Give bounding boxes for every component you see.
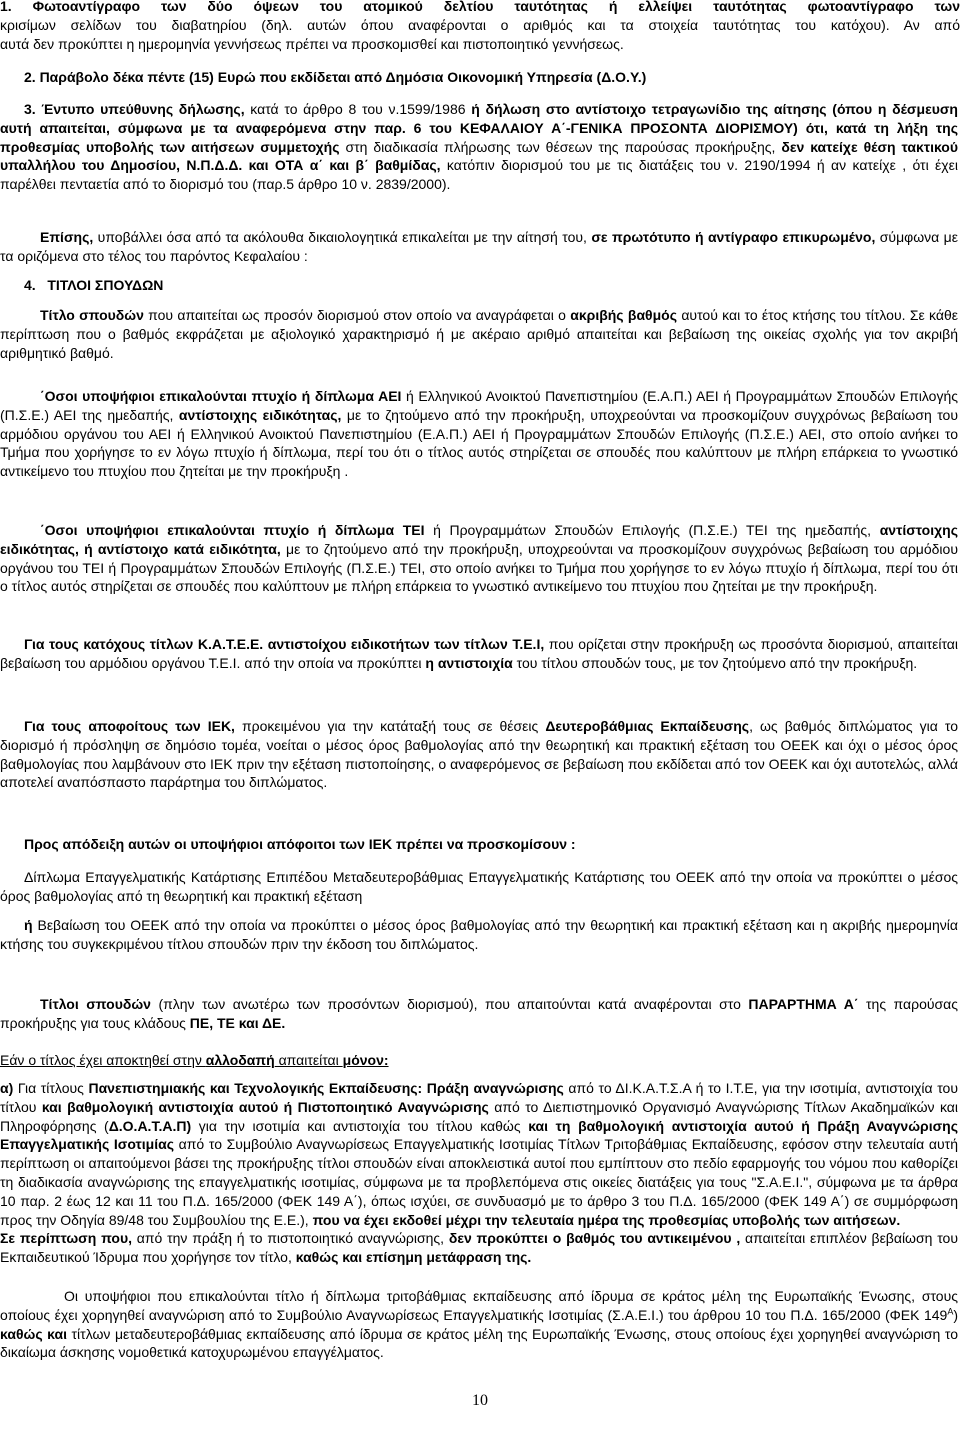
tei-paragraph: ΄Οσοι υποψήφιοι επικαλούνται πτυχίο ή δίπλωμα ΤΕΙ ή Προγραμμάτων Σπουδών Επιλογής (Π.Σ.Ε.) ΤΕΙ της ημεδαπής, αντίστοιχης ειδικότητας, ή αντίστοιχο κατά ειδικότητα, με το ζητούμενο από την προκήρυξη, υποχρεούνται να προσκομίζουν συγχρόνως βεβαίωση του αρμόδιου οργάνου του ΤΕΙ ή Προγραμμάτων Σπουδών Επιλογής (Π.Σ.Ε.) ΤΕΙ, στο οποίο ανήκει το Τμήμα που χορήγησε το εν λόγω πτυχίο ή δίπλωμα, περί του ότι ο τίτλος αυτός στηρίζεται σε σπουδές που καλύπτουν με πλήρη επάρκεια το γνωστικό αντικείμενο του πτυχίου που ζητείται με την προκήρυξη. — [0, 522, 958, 595]
foreign-degree-paragraph-a: α) Για τίτλους Πανεπιστημιακής και Τεχνολογικής Εκπαίδευσης: Πράξη αναγνώρισης από το ΔΙ.Κ.Α.Τ.Σ.Α ή το Ι.Τ.Ε, για την ισοτιμία, αντιστοιχία του τίτλου και βαθμολογική αντιστοιχία αυτού ή Πιστοποιητικό Αναγνώρισης από το Διεπιστημονικό Οργανισμό Αναγνώρισης Τίτλων Ακαδημαϊκών και Πληροφόρησης (Δ.Ο.Α.Τ.Α.Π) για την ισοτιμία και αντιστοιχία του τίτλου καθώς και τη βαθμολογική αντιστοιχία αυτού ή Πράξη Αναγνώρισης Επαγγελματικής Ισοτιμίας από το Συμβούλιο Αναγνωρίσεως Επαγγελματικής Ισοτιμίας Τίτλων Τριτοβάθμιας Εκπαίδευσης, εφόσον στην τελευταία αυτή περίπτωση οι απαιτούμενοι βάσει της προκήρυξης τίτλοι σπουδών είναι αποκλειστικά αυτοί που εμπίπτουν στο πεδίο εφαρμογής του νόμου που καθορίζει τη διαδικασία αναγνώρισης της επαγγελματικής ισοτιμίας, σύμφωνα με τα προβλεπόμενα στις οικείες διατάξεις για τους "Σ.Α.Ε.Ι.", σύμφωνα με τα άρθρα 10 παρ. 2 έως 12 και 11 του Π.Δ. 165/2000 (ΦΕΚ 149 Α΄), όπως ισχύει, σε συνδυασμό με το άρθρο 3 του Π.Δ. 165/2000 (ΦΕΚ 149 Α΄) σε συμμόρφωση προς την Οδηγία 89/48 του Συμβουλίου της Ε.Ε.), που να έχει εκδοθεί μέχρι την τελευταία ημέρα της προθεσμίας υποβολής των αιτήσεων. Σε περίπτωση που, από την πράξη ή το πιστοποιητικό αναγνώρισης, δεν προκύπτει ο βαθμός του αντικειμένου , απαιτείται επιπλέον βεβαίωση του Εκπαιδευτικού Ίδρυμα που χορήγησε τον τίτλο, καθώς και επίσημη μετάφραση της. — [0, 1080, 958, 1266]
item-1-line-1: 1. Φωτοαντίγραφο των δύο όψεων του ατομικού δελτίου ταυτότητας ή ελλείψει ταυτότητας φωτοαντίγραφο των — [0, 0, 960, 14]
eu-degree-paragraph: Οι υποψήφιοι που επικαλούνται τίτλο ή δίπλωμα τριτοβάθμιας εκπαίδευσης από ίδρυμα σε κράτος μέλη της Ευρωπαϊκής Ένωσης, στους οποίους έχει χορηγηθεί αναγνώριση από το Συμβούλιο Αναγνωρίσεως Επαγγελματικής Ισοτιμίας (Σ.Α.Ε.Ι.) του άρθρου 10 του Π.Δ. 165/2000 (ΦΕΚ $149^A$) καθώς και τίτλων μεταδευτεροβάθμιας εκπαίδευσης από ίδρυμα σε κράτος μέλη της Ευρωπαϊκής Ένωσης, στους οποίους έχει χορηγηθεί αναγνώριση το δικαίωμα άσκησης νομοθετικά κατοχυρωμένου επαγγέλματος. — [0, 1288, 958, 1361]
superscript: Α — [947, 1306, 954, 1317]
also-paragraph: Επίσης, υποβάλλει όσα από τα ακόλουθα δικαιολογητικά επικαλείται με την αίτησή του, σε πρωτότυπο ή αντίγραφο επικυρωμένο, σύμφωνα με τα οριζόμενα στο τέλος του παρόντος Κεφαλαίου : — [0, 229, 958, 264]
iek-proof-heading: Προς απόδειξη αυτών οι υποψήφιοι απόφοιτοι των ΙΕΚ πρέπει να προσκομίσουν : — [24, 836, 576, 852]
katee-paragraph: Για τους κατόχους τίτλων Κ.Α.Τ.Ε.Ε. αντιστοίχου ειδικοτήτων των τίτλων Τ.Ε.Ι, που ορίζεται στην προκήρυξη ως προσόντα διορισμού, απαιτείται βεβαίωση του αρμόδιου οργάνου Τ.Ε.Ι. από την οποία να προκύπτει η αντιστοιχία του τίτλου σπουδών τους, με τον ζητούμενο από την προκήρυξη. — [0, 636, 958, 671]
iek-paragraph: Για τους αποφοίτους των ΙΕΚ, προκειμένου για την κατάταξή τους σε θέσεις Δευτεροβάθμιας Εκπαίδευσης, ως βαθμός διπλώματος για το διορισμό ή πρόσληψη σε δημόσιο τομέα, νοείται ο μέσος όρος βαθμολογίας από την θεωρητική και πρακτική εξέταση του ΟΕΕΚ και όχι ο μέσος όρος βαθμολογίας που λαμβάνουν στο ΙΕΚ πριν την εξέταση πιστοποίησης, ο αναφερόμενος σε βεβαίωση που εκδίδεται από τον ΟΕΕΚ και όχι αυτοτελώς, αλλά αποτελεί αναπόσπαστο παράρτημα του διπλώματος. — [0, 718, 958, 791]
certificate-paragraph: ή Βεβαίωση του ΟΕΕΚ από την οποία να προκύπτει ο μέσος όρος βαθμολογίας από την θεωρητική και πρακτική εξέταση και η ακριβής ημερομηνία κτήσης του συγκεκριμένου τίτλου σπουδών πριν την έκδοση του διπλώματος. — [0, 917, 958, 952]
item-2: 2. Παράβολο δέκα πέντε (15) Ευρώ που εκδίδεται από Δημόσια Οικονομική Υπηρεσία (Δ.Ο.Υ.) — [24, 69, 647, 85]
degree-paragraph: Τίτλο σπουδών που απαιτείται ως προσόν διορισμού στον οποίο να αναγράφεται ο ακριβής βαθμός αυτού και το έτος κτήσης του τίτλου. Σε κάθε περίπτωση που ο βαθμός εκφράζεται με αξιολογικό χαρακτηρισμό ή με ακέραιο αριθμό απαιτείται και βεβαίωση της οικείας σχολής για τον ακριβή αριθμητικό βαθμό. — [0, 307, 958, 361]
foreign-degree-heading: Εάν ο τίτλος έχει αποκτηθεί στην αλλοδαπή απαιτείται μόνον: — [0, 1052, 389, 1068]
item-1-line-3: αυτά δεν προκύπτει η ημερομηνία γεννήσεως πρέπει να προσκομισθεί και πιστοποιητικό γεννήσεως. — [0, 35, 624, 52]
item-1 — [0, 0, 960, 53]
section-4-heading: 4. ΤΙΤΛΟΙ ΣΠΟΥΔΩΝ — [24, 277, 164, 293]
aei-paragraph: ΄Οσοι υποψήφιοι επικαλούνται πτυχίο ή δίπλωμα ΑΕΙ ή Ελληνικού Ανοικτού Πανεπιστημίου (Ε.Α.Π.) ΑΕΙ ή Προγραμμάτων Σπουδών Επιλογής (Π.Σ.Ε.) ΑΕΙ της ημεδαπής, αντίστοιχης ειδικότητας, με το ζητούμενο από την προκήρυξη, υποχρεούνται να προσκομίζουν συγχρόνως βεβαίωση του αρμόδιου οργάνου του ΑΕΙ ή Ελληνικού Ανοικτού Πανεπιστημίου (Ε.Α.Π.) ΑΕΙ ή Προγραμμάτων Σπουδών Επιλογής (Π.Σ.Ε.) ΑΕΙ, στο οποίο ανήκει το Τμήμα που χορήγησε το εν λόγω πτυχίο ή δίπλωμα, περί του ότι ο τίτλος αυτός στηρίζεται σε σπουδές που καλύπτουν με πλήρη επάρκεια το γνωστικό αντικείμενο του πτυχίου που ζητείται με την προκήρυξη . — [0, 388, 959, 480]
item-1-line-2: κρισίμων σελίδων του διαβατηρίου (δηλ. αυτών όπου αναφέρονται ο αριθμός και τα στοιχεία ταυτότητας του κατόχου). Αν από — [0, 16, 960, 33]
page-number: 10 — [472, 1392, 488, 1409]
titles-paragraph: Τίτλοι σπουδών (πλην των ανωτέρω των προσόντων διορισμού), που απαιτούνται κατά αναφέρονται στο ΠΑΡΑΡΤΗΜΑ Α΄ της παρούσας προκήρυξης για τους κλάδους ΠΕ, ΤΕ και ΔΕ. — [0, 996, 958, 1031]
item-3: 3. Έντυπο υπεύθυνης δήλωσης, κατά το άρθρο 8 του ν.1599/1986 ή δήλωση στο αντίστοιχο τετραγωνίδιο της αίτησης (όπου η δέσμευση αυτή απαιτείται, σύμφωνα με τα αναφερόμενα στην παρ. 6 του ΚΕΦΑΛΑΙΟΥ Α΄-ΓΕΝΙΚΑ ΠΡΟΣΟΝΤΑ ΔΙΟΡΙΣΜΟΥ) ότι, κατά τη λήξη της προθεσμίας υποβολής των αιτήσεων συμμετοχής στη διαδικασία πλήρωσης των θέσεων της παρούσας προκήρυξης, δεν κατείχε θέση τακτικού υπαλλήλου του Δημοσίου, Ν.Π.Δ.Δ. και ΟΤΑ α΄ και β΄ βαθμίδας, κατόπιν διορισμού του με τις διατάξεις του ν. 2190/1994 ή αν κατείχε , ότι έχει παρέλθει πενταετία από το διορισμό του (παρ.5 άρθρο 10 ν. 2839/2000). — [0, 101, 959, 193]
diploma-paragraph: Δίπλωμα Επαγγελματικής Κατάρτισης Επιπέδου Μεταδευτεροβάθμιας Επαγγελματικής Κατάρτισης του ΟΕΕΚ από την οποία να προκύπτει ο μέσος όρος βαθμολογίας από τη θεωρητική και πρακτική εξέταση — [0, 869, 958, 904]
